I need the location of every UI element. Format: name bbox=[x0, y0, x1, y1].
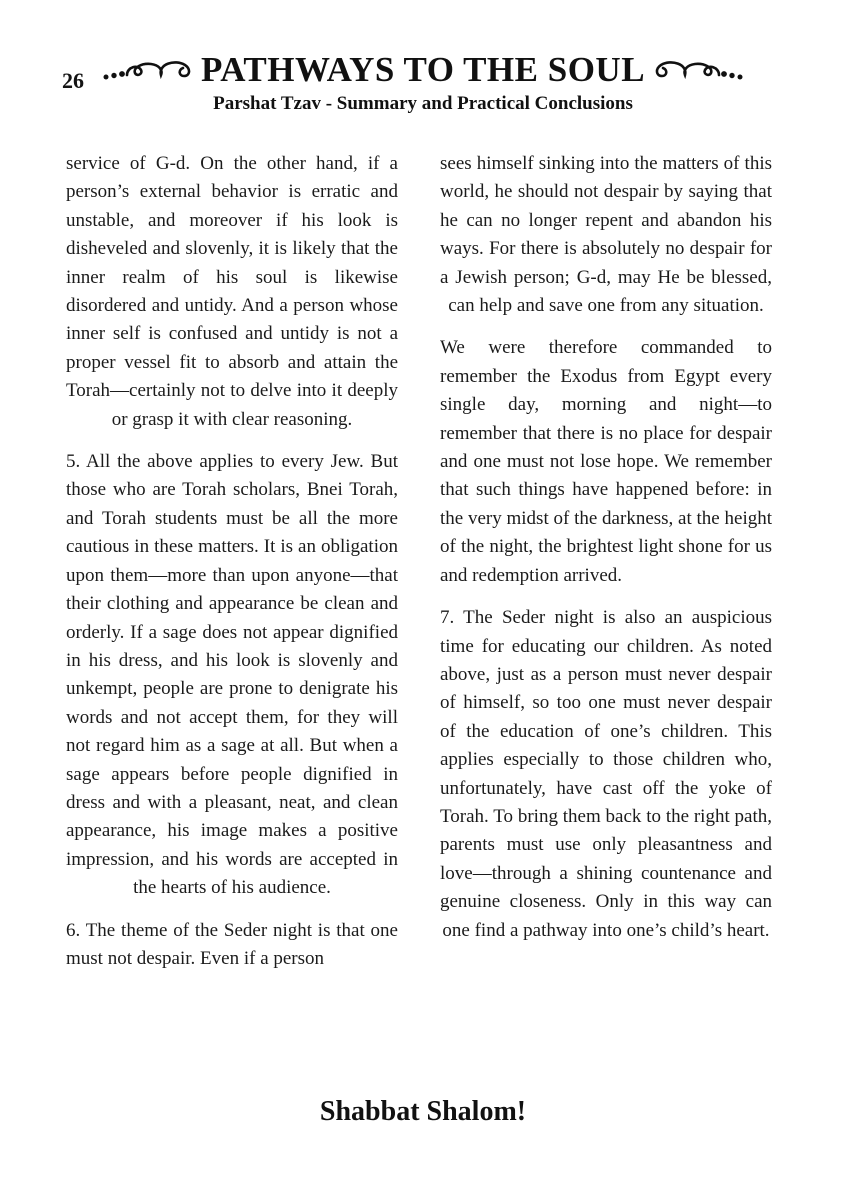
footer-greeting: Shabbat Shalom! bbox=[319, 1096, 527, 1127]
text-column-left bbox=[66, 150, 398, 987]
text-column-right bbox=[440, 150, 772, 987]
flourish-left-icon bbox=[101, 54, 193, 86]
paragraph: We were therefore commanded to remember the Exodus from Egypt every single day, morning and night—to remember that there is no place for despair and one must not lose hope. We remember that such things have happened before: in the very midst of the darkness, at the height of the night, the brightest light shone for us and redemption arrived. bbox=[440, 337, 772, 586]
paragraph: 7. The Seder night is also an auspicious time for educating our children. As noted above, just as a person must never despair of himself, so too one must never despair of the education of one’s children. This applies especially to those children who, unfortunately, have cast off the yoke of Torah. To bring them back to the right path, parents must use only pleasantness and love—through a shining countenance and genuine closeness. Only in this way can one find a pathway into one’s child’s heart. bbox=[440, 607, 772, 941]
page-title: PATHWAYS TO THE SOUL bbox=[200, 50, 646, 89]
flourish-right-icon bbox=[653, 54, 745, 86]
paragraph: 6. The theme of the Seder night is that one must not despair. Even if a person bbox=[66, 919, 398, 969]
text-columns bbox=[66, 150, 772, 987]
paragraph: service of G-d. On the other hand, if a person’s external behavior is erratic and unstable, and moreover if his look is disheveled and slovenly, it is likely that the inner realm of his soul is likewise disordered and untidy. And a person whose inner self is confused and untidy is not a proper vessel fit to absorb and attain the Torah—certainly not to delve into it deeply or grasp it with clear reasoning. bbox=[66, 153, 398, 430]
page-subtitle: Parshat Tzav - Summary and Practical Conclusions bbox=[213, 93, 633, 114]
title-row bbox=[0, 50, 846, 90]
paragraph: sees himself sinking into the matters of this world, he should not despair by saying that he can no longer repent and abandon his ways. For there is absolutely no despair for a Jewish person; G-d, may He be blessed, can help and save one from any situation. bbox=[440, 153, 772, 317]
page-number: 26 bbox=[62, 68, 84, 93]
paragraph: 5. All the above applies to every Jew. But those who are Torah scholars, Bnei Torah, and Torah students must be all the more cautious in these matters. It is an obligation upon them—more than upon anyone—that their clothing and appearance be clean and orderly. If a sage does not appear dignified in his dress, and his look is slovenly and unkempt, people are prone to denigrate his words and not accept them, for they will not regard him as a sage at all. But when a sage appears before people dignified in dress and with a pleasant, neat, and clean appearance, his image makes a positive impression, and his words are accepted in the hearts of his audience. bbox=[66, 451, 398, 899]
page-header bbox=[0, 50, 846, 115]
